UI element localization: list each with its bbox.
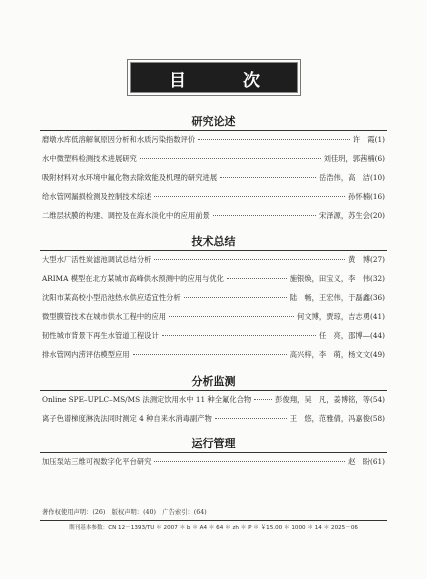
entry-title: 沈阳市某高校小型沿池热水供应适宜性分析 — [42, 293, 181, 302]
toc-entry[interactable] — [42, 457, 385, 469]
entry-author-page: 孙怀楠(16) — [348, 192, 385, 201]
entry-author-page: 何文博，贾琼，吉志勇(41) — [297, 312, 385, 321]
dot-leader — [213, 215, 316, 216]
entry-title: ARIMA 模型在北方某城市高峰供水预测中的应用与优化 — [42, 274, 224, 283]
section-divider — [40, 250, 387, 251]
entry-title: 吸附材料对水环境中氟化物去除效能及机理的研究进展 — [42, 173, 218, 182]
toc-entry[interactable] — [42, 395, 385, 407]
dot-leader — [140, 158, 321, 159]
entry-author-page: 彭俊翔，吴 凡，姜博铭，等(54) — [275, 395, 385, 404]
entry-title: Online SPE–UPLC–MS/MS 法测定饮用水中 11 种全氟化合物 — [42, 395, 252, 404]
toc-entry[interactable] — [42, 173, 385, 185]
dot-leader — [254, 399, 272, 400]
toc-entry[interactable] — [42, 331, 385, 343]
toc-entry[interactable] — [42, 192, 385, 204]
toc-entry[interactable] — [42, 135, 385, 147]
toc-entry[interactable] — [42, 350, 385, 362]
entry-title: 二维层状膜的构建、调控及在海水淡化中的应用前景 — [42, 211, 210, 220]
entry-author-page: 陆 畅，王宏伟，于磊鑫(36) — [289, 293, 385, 302]
dot-leader — [184, 297, 287, 298]
dot-leader — [133, 354, 287, 355]
entry-title: 韧性城市背景下再生水管道工程设计 — [42, 331, 159, 340]
banner-char-mu: 目 — [169, 71, 186, 91]
entry-title: 水中微塑料检测技术进展研究 — [42, 154, 137, 163]
dot-leader — [154, 259, 345, 260]
entry-author-page: 高兴梓，李 萌，杨文文(49) — [289, 350, 385, 359]
journal-parameters: 期刊基本参数：CN 12－1393/TU ＊ 2007 ＊ b ＊ A4 ＊ 64 ＊ zh ＊ P ＊ ￥15.00 ＊ 1000 ＊ 14 ＊ 2025－06 — [69, 525, 358, 531]
dot-leader — [154, 461, 345, 462]
dot-leader — [154, 196, 345, 197]
toc-entry[interactable] — [42, 255, 385, 267]
entry-author-page: 施银焕，田宝义，李 伟(32) — [289, 274, 385, 283]
contents-banner — [130, 62, 298, 93]
copyright-notes: 著作权使用声明：(26) 版权声明：(40) 广告索引：(64) — [42, 509, 207, 516]
dot-leader — [162, 335, 316, 336]
dot-leader — [215, 418, 287, 419]
dot-leader — [227, 278, 287, 279]
dot-leader — [198, 139, 350, 140]
toc-entry[interactable] — [42, 154, 385, 166]
entry-author-page: 任 亮，邵博—(44) — [318, 331, 385, 340]
entry-author-page: 许 霞(1) — [352, 135, 385, 144]
section-divider — [40, 452, 387, 453]
section-title-research: 研究论述 — [191, 115, 236, 128]
section-title-analysis: 分析监测 — [191, 375, 236, 388]
entry-title: 大型水厂活性炭滤池调试总结分析 — [42, 255, 152, 264]
section-title-operations: 运行管理 — [191, 437, 236, 450]
dot-leader — [220, 177, 316, 178]
toc-entry[interactable] — [42, 211, 385, 223]
entry-author-page: 王 悠，范雅倩，冯嘉俊(58) — [289, 414, 385, 423]
entry-title: 微型膜管技术在城市供水工程中的应用 — [42, 312, 167, 321]
banner-char-ci: 次 — [243, 71, 260, 91]
dot-leader — [169, 316, 294, 317]
section-title-technical: 技术总结 — [191, 235, 236, 248]
toc-entry[interactable] — [42, 293, 385, 305]
entry-title: 排水管网内涝评估模型应用 — [42, 350, 130, 359]
entry-author-page: 宋泽源，苏生会(20) — [318, 211, 385, 220]
entry-title: 加压泵站三维可视数字化平台研究 — [42, 457, 152, 466]
toc-entry[interactable] — [42, 274, 385, 286]
entry-author-page: 赵 盼(61) — [348, 457, 385, 466]
entry-title: 磨墩水库低溶解氧原因分析和水质污染指数评价 — [42, 135, 196, 144]
entry-title: 离子色谱梯度淋洗法同时测定 4 种自来水消毒副产物 — [42, 414, 212, 423]
toc-entry[interactable] — [42, 312, 385, 324]
entry-author-page: 岳浩伟，高 洁(10) — [318, 173, 385, 182]
section-divider — [40, 130, 387, 131]
entry-title: 给水管网漏损检测及控制技术综述 — [42, 192, 152, 201]
entry-author-page: 刘佳玥，郭茜楠(6) — [323, 154, 385, 163]
section-divider — [40, 390, 387, 391]
toc-entry[interactable] — [42, 414, 385, 426]
entry-author-page: 黄 博(27) — [348, 255, 385, 264]
footer-divider — [40, 520, 387, 521]
